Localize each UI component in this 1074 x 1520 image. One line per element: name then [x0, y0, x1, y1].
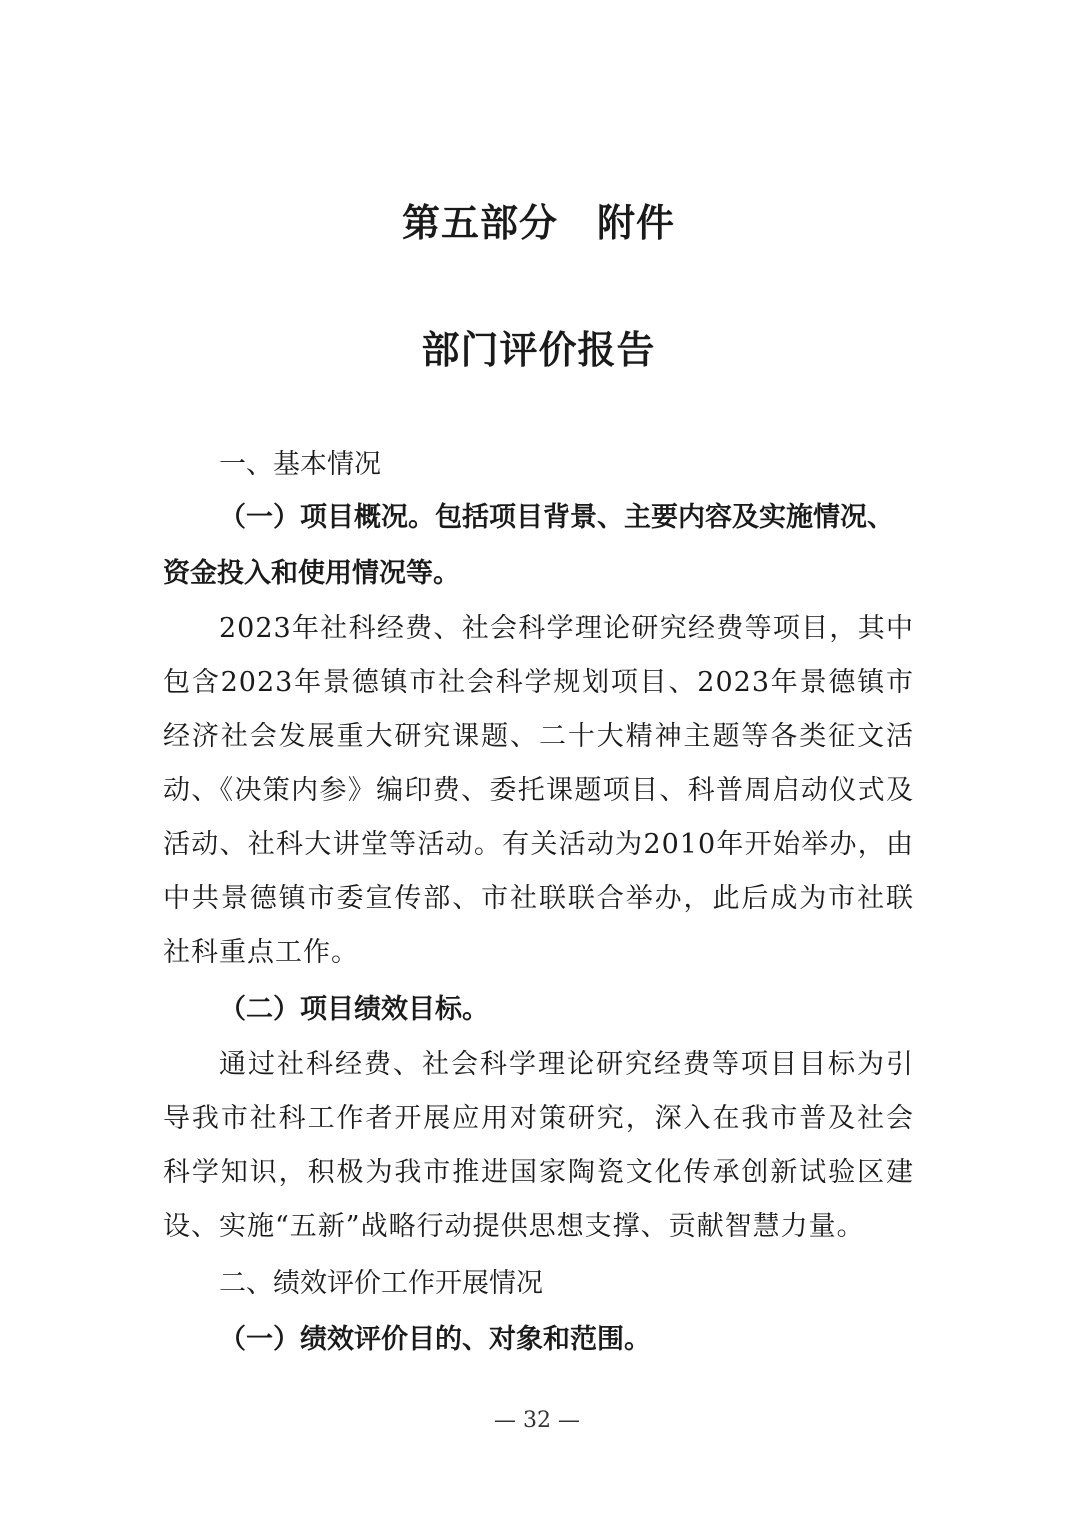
section-1-sub-2-heading: （二）项目绩效目标。 — [219, 994, 489, 1025]
page-title: 第五部分 附件 — [401, 201, 675, 245]
section-1-heading: 一、基本情况 — [219, 449, 381, 480]
section-2-heading: 二、绩效评价工作开展情况 — [219, 1268, 543, 1299]
report-title: 部门评价报告 — [421, 328, 656, 372]
section-1-sub-2-text: 通过社科经费、社会科学理论研究经费等项目目标为引导我市社科工作者开展应用对策研究，深入在我市普及社会科学知识，积极为我市推进国家陶瓷文化传承创新试验区建设、实施“五新”战略行动提供思想支撑、贡献智慧力量。 — [163, 1049, 914, 1242]
page-number: — 32 — — [494, 1408, 580, 1433]
section-1-sub-1-text: 2023年社科经费、社会科学理论研究经费等项目，其中包含2023年景德镇市社会科学规划项目、2023年景德镇市经济社会发展重大研究课题、二十大精神主题等各类征文活动、《决策内参》编印费、委托课题项目、科普周启动仪式及活动、社科大讲堂等活动。有关活动为2010年开始举办，由中共景德镇市委宣传部、市社联联合举办，此后成为市社联社科重点工作。 — [163, 613, 914, 968]
section-1-sub-1-heading: （一）项目概况。包括项目背景、主要内容及实施情况、资金投入和使用情况等。 — [163, 502, 894, 589]
section-2-sub-1-heading: （一）绩效评价目的、对象和范围。 — [219, 1324, 651, 1355]
